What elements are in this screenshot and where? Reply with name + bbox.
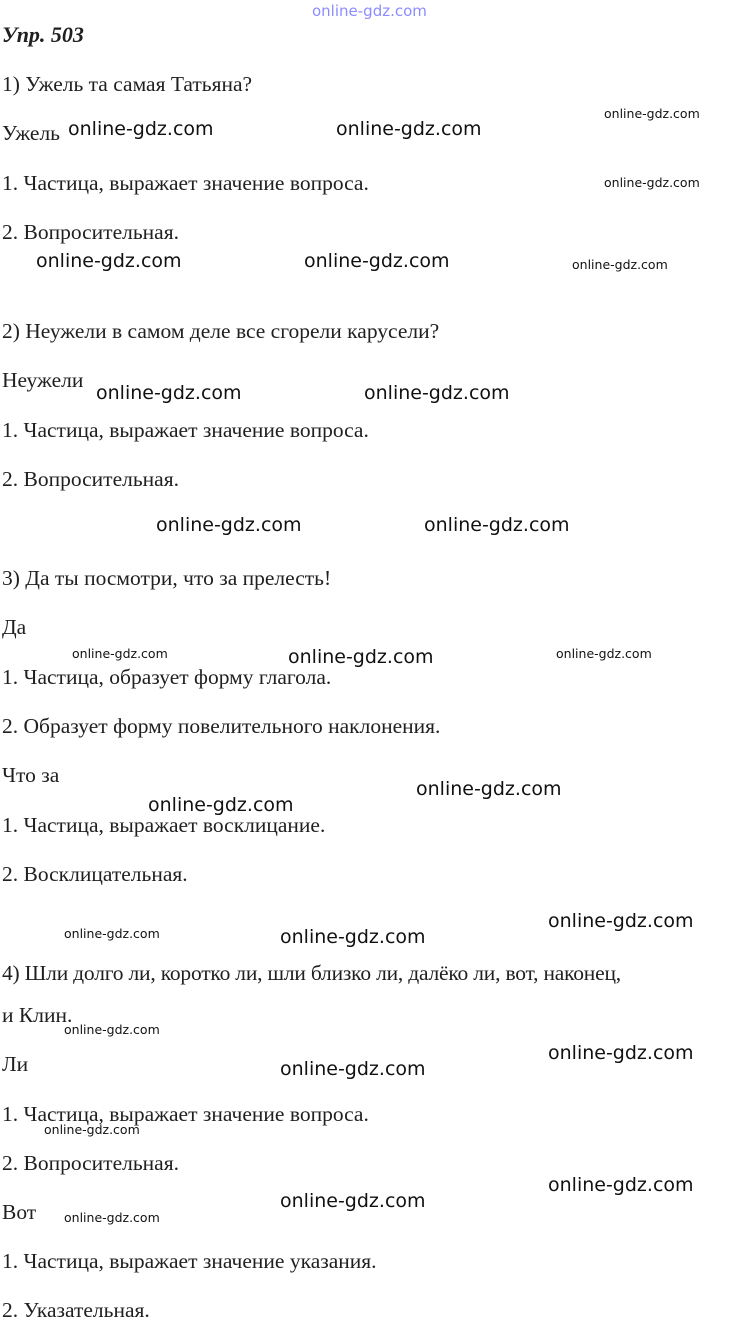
- watermark: online-gdz.com: [604, 175, 700, 190]
- particle-vot: Вот: [2, 1200, 37, 1224]
- analysis-line: 1. Частица, выражает значение вопроса.: [2, 1102, 369, 1126]
- watermark: online-gdz.com: [288, 646, 434, 668]
- watermark: online-gdz.com: [548, 910, 694, 932]
- watermark: online-gdz.com: [36, 250, 182, 272]
- watermark: online-gdz.com: [68, 118, 214, 140]
- analysis-line: 2. Вопросительная.: [2, 220, 179, 244]
- watermark: online-gdz.com: [604, 106, 700, 121]
- sentence-4-continuation: и Клин.: [2, 1003, 73, 1027]
- watermark: online-gdz.com: [64, 926, 160, 941]
- particle-da: Да: [2, 615, 27, 639]
- watermark: online-gdz.com: [548, 1042, 694, 1064]
- watermark: online-gdz.com: [280, 1058, 426, 1080]
- analysis-line: 2. Указательная.: [2, 1298, 150, 1322]
- analysis-line: 1. Частица, выражает значение указания.: [2, 1249, 377, 1273]
- watermark: online-gdz.com: [556, 646, 652, 661]
- sentence-4: 4) Шли долго ли, коротко ли, шли близко ли, далёко ли, вот, наконец,: [2, 961, 621, 985]
- exercise-title: Упр. 503: [2, 22, 84, 47]
- watermark: online-gdz.com: [96, 382, 242, 404]
- sentence-1: 1) Ужель та самая Татьяна?: [2, 72, 253, 96]
- watermark: online-gdz.com: [548, 1174, 694, 1196]
- analysis-line: 2. Вопросительная.: [2, 467, 179, 491]
- analysis-line: 1. Частица, выражает восклицание.: [2, 813, 326, 837]
- analysis-line: 1. Частица, выражает значение вопроса.: [2, 171, 369, 195]
- watermark: online-gdz.com: [72, 646, 168, 661]
- analysis-line: 2. Восклицательная.: [2, 862, 188, 886]
- sentence-2: 2) Неужели в самом деле все сгорели карусели?: [2, 319, 440, 343]
- watermark: online-gdz.com: [280, 1190, 426, 1212]
- analysis-line: 2. Образует форму повелительного наклонения.: [2, 714, 441, 738]
- watermark: online-gdz.com: [64, 1210, 160, 1225]
- sentence-3: 3) Да ты посмотри, что за прелесть!: [2, 566, 332, 590]
- particle-chto-za: Что за: [2, 763, 60, 787]
- watermark: online-gdz.com: [304, 250, 450, 272]
- analysis-line: 1. Частица, образует форму глагола.: [2, 665, 332, 689]
- watermark-top: online-gdz.com: [312, 2, 427, 20]
- watermark: online-gdz.com: [572, 257, 668, 272]
- watermark: online-gdz.com: [64, 1022, 160, 1037]
- watermark: online-gdz.com: [148, 794, 294, 816]
- watermark: online-gdz.com: [336, 118, 482, 140]
- watermark: online-gdz.com: [44, 1122, 140, 1137]
- particle-neuzheli: Неужели: [2, 368, 84, 392]
- watermark: online-gdz.com: [424, 514, 570, 536]
- particle-li: Ли: [2, 1052, 29, 1076]
- particle-uzhel: Ужель: [2, 121, 60, 145]
- watermark: online-gdz.com: [416, 778, 562, 800]
- analysis-line: 1. Частица, выражает значение вопроса.: [2, 418, 369, 442]
- analysis-line: 2. Вопросительная.: [2, 1151, 179, 1175]
- watermark: online-gdz.com: [156, 514, 302, 536]
- watermark: online-gdz.com: [280, 926, 426, 948]
- watermark: online-gdz.com: [364, 382, 510, 404]
